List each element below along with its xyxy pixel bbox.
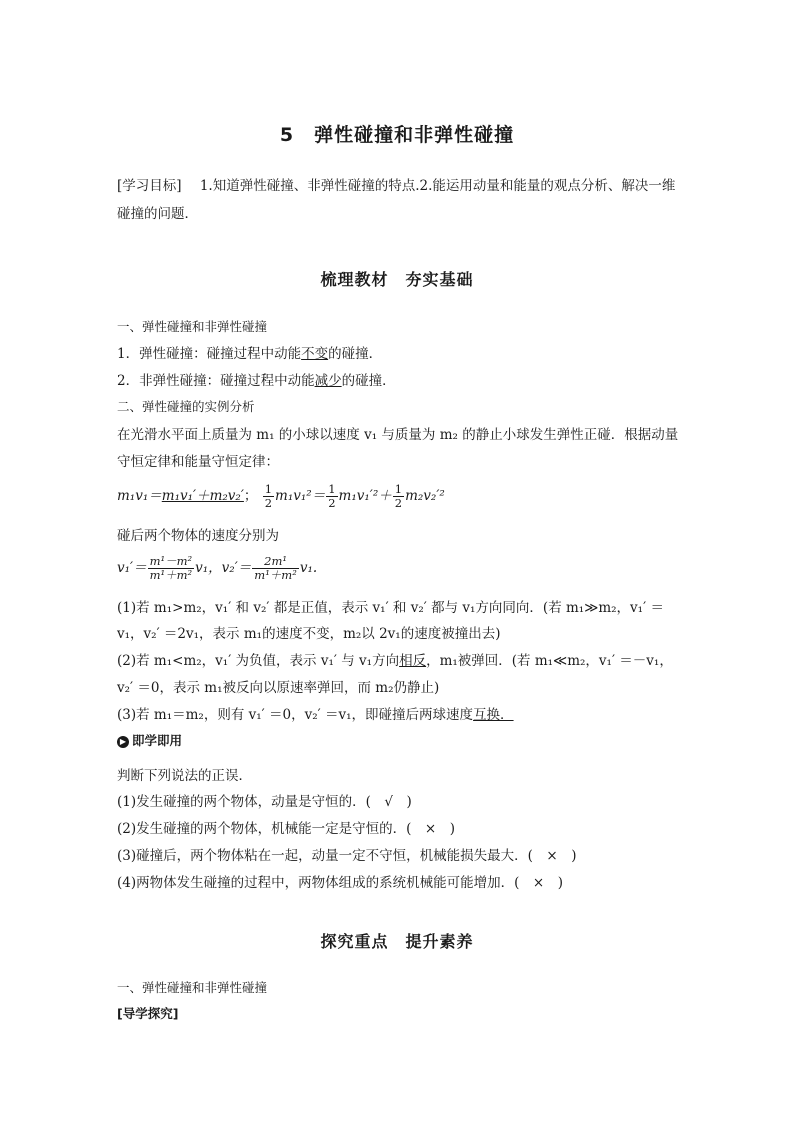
- numerator: 2m¹: [252, 555, 299, 569]
- after-collision-text: 碰后两个物体的速度分别为: [117, 528, 279, 544]
- answer-underlined: 减少: [314, 373, 342, 389]
- section-heading-1: 梳理教材 夯实基础: [320, 270, 474, 289]
- denominator: 2: [394, 496, 403, 510]
- denominator: m¹＋m²: [149, 568, 193, 582]
- definition-elastic: [117, 345, 382, 363]
- page-title: 5 弹性碰撞和非弹性碰撞: [279, 124, 515, 146]
- practice-tag-label: 即学即用: [132, 733, 183, 748]
- heading-elastic-inelastic-2: 一、弹性碰撞和非弹性碰撞: [117, 980, 268, 995]
- answer-underlined: m₁v₁′＋m₂v₂′: [161, 488, 244, 504]
- text: 的碰撞．: [341, 373, 396, 389]
- fraction-v2: [252, 555, 299, 582]
- case-2-line-1: [117, 652, 673, 670]
- equation-part: m₁v₁＝: [117, 488, 162, 504]
- equation-part: ；: [243, 488, 258, 504]
- case-3: [117, 706, 514, 724]
- case-2-line-2: v₂′ ＝0，表示 m₁被反向以原速率弹回，而 m₂仍静止): [117, 680, 440, 696]
- denominator: 2: [328, 496, 336, 510]
- velocity-formulas: [117, 553, 317, 583]
- text: 1．弹性碰撞：碰撞过程中动能: [117, 346, 302, 362]
- fraction-half: [326, 483, 337, 510]
- guided-inquiry-label: [导学探究]: [117, 1006, 179, 1021]
- fraction-half: [393, 483, 404, 510]
- numerator: 1: [328, 482, 336, 496]
- text: (2)若 m₁<m₂，v₁′ 为负值，表示 v₁′ 与 v₁方向: [117, 653, 400, 669]
- formula-part: v₁′＝: [117, 560, 147, 576]
- heading-elastic-inelastic: 一、弹性碰撞和非弹性碰撞: [117, 319, 268, 334]
- answer-underlined: 不变: [301, 346, 329, 362]
- heading-example-analysis: 二、弹性碰撞的实例分析: [117, 399, 255, 414]
- equation-part: m₁v₁′²＋: [338, 488, 392, 504]
- numerator: 1: [264, 482, 273, 496]
- text: ，m₁被弹回．(若 m₁≪m₂，v₁′ ＝－v₁，: [426, 653, 673, 669]
- text: 2．非弹性碰撞：碰撞过程中动能: [117, 373, 315, 389]
- judge-item-3: (3)碰撞后，两个物体粘在一起，动量一定不守恒，机械能损失最大．( × ): [117, 848, 577, 864]
- case-1-line-2: v₁，v₂′ ＝2v₁，表示 m₁的速度不变，m₂以 2v₁的速度被撞出去): [117, 626, 501, 642]
- learning-goal-label: [学习目标]: [117, 178, 182, 194]
- judge-item-4: (4)两物体发生碰撞的过程中，两物体组成的系统机械能可能增加．( × ): [117, 875, 563, 891]
- case-1-line-1: (1)若 m₁>m₂，v₁′ 和 v₂′ 都是正值，表示 v₁′ 和 v₂′ 都与 v₁方向同向．(若 m₁≫m₂，v₁′ ＝: [117, 600, 664, 616]
- answer-underlined: 相反: [399, 653, 427, 669]
- numerator: m¹－m²: [149, 554, 193, 568]
- denominator: m¹＋m²: [254, 568, 297, 582]
- paragraph-line: 守恒定律和能量守恒定律：: [117, 454, 279, 470]
- equation-part: m₁v₁²＝: [275, 488, 326, 504]
- learning-goal: [117, 172, 682, 228]
- practice-tag: [117, 732, 182, 750]
- learning-goal-text: 1.知道弹性碰撞、非弹性碰撞的特点.2.能运用动量和能量的观点分析、解决一维碰撞的问题．: [117, 178, 676, 222]
- text: (3)若 m₁＝m₂，则有 v₁′ ＝0，v₂′ ＝v₁，即碰撞后两球速度: [117, 707, 474, 723]
- judge-item-2: (2)发生碰撞的两个物体，机械能一定是守恒的．( × ): [117, 821, 455, 837]
- judge-item-1: (1)发生碰撞的两个物体，动量是守恒的．( √ ): [117, 794, 412, 810]
- fraction-half: [263, 483, 274, 510]
- paragraph-line: 在光滑水平面上质量为 m₁ 的小球以速度 v₁ 与质量为 m₂ 的静止小球发生弹性正碰．根据动量: [117, 427, 679, 443]
- denominator: 2: [264, 496, 273, 510]
- numerator: 1: [394, 482, 403, 496]
- formula-part: v₁，v₂′＝: [195, 560, 252, 576]
- judge-instruction: 判断下列说法的正误．: [117, 768, 252, 784]
- definition-inelastic: [117, 372, 396, 390]
- conservation-equations: [117, 481, 445, 511]
- text: 的碰撞．: [328, 346, 383, 362]
- answer-underlined: 互换．: [473, 707, 514, 723]
- play-icon: ▶: [117, 736, 129, 748]
- fraction-v1: [148, 555, 195, 582]
- section-heading-2: 探究重点 提升素养: [320, 932, 474, 951]
- formula-part: v₁.: [299, 560, 318, 576]
- equation-part: m₂v₂′²: [405, 488, 445, 504]
